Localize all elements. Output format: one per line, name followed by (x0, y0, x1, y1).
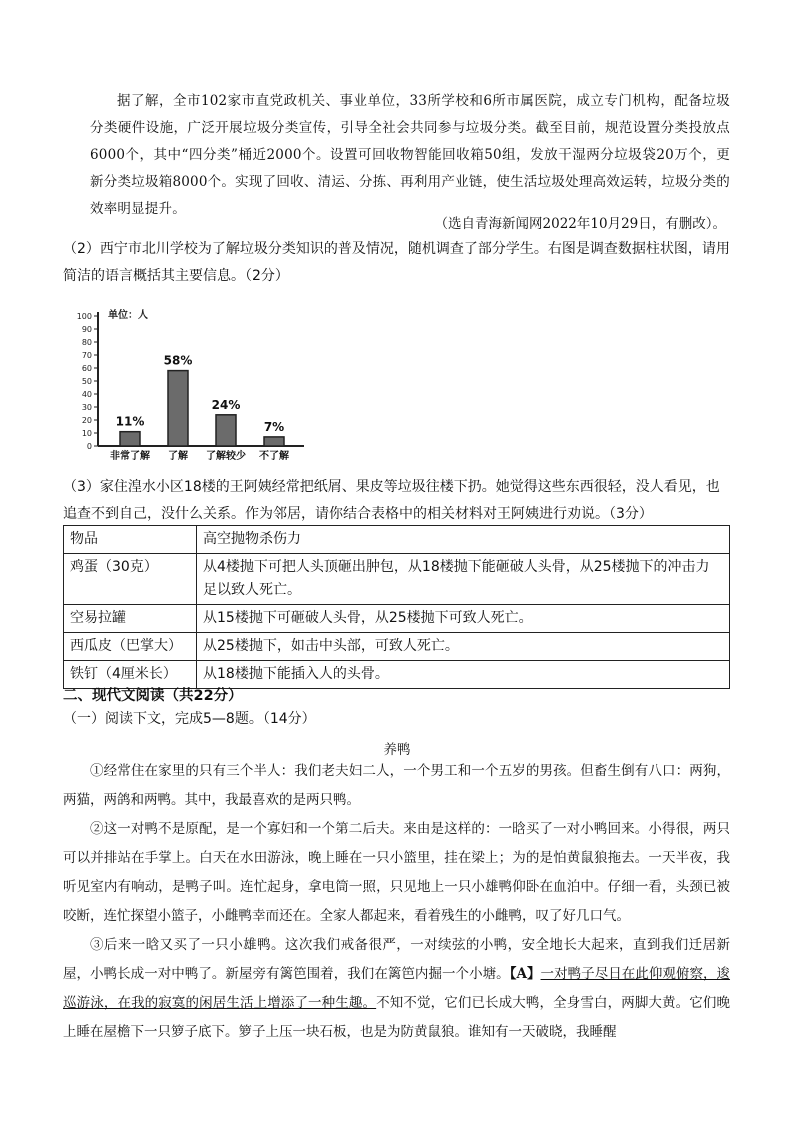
essay-paragraph-1: ①经常住在家里的只有三个半人：我们老夫妇二人，一个男工和一个五岁的男孩。但畜生倒有八口：两狗，两猫，两鸽和两鸭。其中，我最喜欢的是两只鸭。 (63, 763, 730, 808)
row-item: 鸡蛋（30克） (64, 554, 197, 605)
projectile-table (63, 525, 730, 689)
bar-data-label: 11% (115, 414, 145, 429)
header-lethality: 高空抛物杀伤力 (197, 526, 730, 554)
row-lethality: 从18楼抛下能插入人的头骨。 (197, 661, 730, 689)
row-item: 西瓜皮（巴掌大） (64, 633, 197, 661)
essay-paragraph-3 (63, 931, 730, 1047)
y-tick-label: 20 (81, 416, 92, 425)
table-row (64, 554, 730, 605)
row-item: 铁钉（4厘米长） (64, 661, 197, 689)
y-tick-label: 30 (81, 403, 92, 412)
y-tick-label: 80 (81, 338, 92, 347)
para3-text-before: ③后来一晗又买了一只小雄鸭。这次我们戒备很严，一对续弦的小鸭，安全地长大起来，直到我们迁居新屋，小鸭长成一对中鸭了。新屋旁有篱笆围着，我们在篱笆内掘一个小塘。 (63, 937, 730, 982)
y-tick-label: 40 (81, 390, 92, 399)
row-lethality: 从25楼抛下，如击中头部，可致人死亡。 (197, 633, 730, 661)
y-tick-label: 0 (86, 442, 92, 451)
marker-a: 【A】 (509, 966, 541, 982)
y-tick-label: 70 (81, 351, 92, 360)
category-label: 了解较少 (206, 451, 246, 462)
essay-paragraph-2: ②这一对鸭不是原配，是一个寡妇和一个第二后夫。来由是这样的：一晗买了一对小鸭回来。小得很，两只可以并排站在手掌上。白天在水田游泳，晚上睡在一只小篮里，挂在梁上；为的是怕黄鼠狼拖去。一天半夜，我听见室内有响动，是鸭子叫。连忙起身，拿电筒一照，只见地上一只小雄鸭仰卧在血泊中。仔细一看，头颈已被咬断，连忙探望小篮子，小雌鸭幸而还在。全家人都起来，看着残生的小雌鸭，叹了好几口气。 (63, 821, 730, 924)
source-note: （选自青海新闻网2022年10月29日，有删改）。 (434, 216, 726, 232)
bar-chart (58, 300, 310, 468)
table-row (64, 605, 730, 633)
category-label: 不了解 (259, 451, 289, 462)
subsection-instruction: （一）阅读下文，完成5—8题。（14分） (63, 711, 316, 727)
category-label: 非常了解 (110, 451, 150, 462)
bar (168, 371, 188, 446)
y-tick-label: 50 (81, 377, 92, 386)
bar (264, 437, 284, 446)
y-tick-label: 100 (76, 312, 92, 321)
question-3: （3）家住湟水小区18楼的王阿姨经常把纸屑、果皮等垃圾往楼下扔。她觉得这些东西很轻，没人看见，也追查不到自己，没什么关系。作为邻居，请你结合表格中的相关材料对王阿姨进行劝说。（3分） (63, 479, 720, 522)
row-item: 空易拉罐 (64, 605, 197, 633)
y-tick-label: 60 (81, 364, 92, 373)
y-ticks (77, 312, 98, 451)
section-heading: 二、现代文阅读（共22分） (63, 688, 243, 704)
bar-data-label: 24% (211, 397, 241, 412)
category-label: 了解 (168, 451, 188, 462)
intro-paragraph: 据了解，全市102家市直党政机关、事业单位，33所学校和6所市属医院，成立专门机构，配备垃圾分类硬件设施，广泛开展垃圾分类宣传，引导全社会共同参与垃圾分类。截至目前，规范设置分类投放点6000个，其中“四分类”桶近2000个。设置可回收物智能回收箱50组，发放干湿两分垃圾袋20万个，更新分类垃圾箱8000个。实现了回收、清运、分拣、再利用产业链，使生活垃圾处理高效运转，垃圾分类的效率明显提升。 (90, 93, 730, 217)
bar-data-label: 7% (263, 419, 285, 434)
row-lethality: 从4楼抛下可把人头顶砸出肿包，从18楼抛下能砸破人头骨，从25楼抛下的冲击力足以致人死亡。 (197, 554, 730, 605)
y-tick-label: 10 (81, 429, 92, 438)
essay-title: 养鸭 (383, 742, 411, 758)
bar (120, 432, 140, 446)
underlined-sentence: 一对鸭子尽日在此仰观俯察，逡巡游泳，在我的寂寞的闲居生活上增添了一种生趣。 (63, 966, 731, 1011)
para3-text-after: 不知不觉，它们已长成大鸭，全身雪白，两脚大黄。它们晚上睡在屋檐下一只箩子底下。箩子上压一块石板，也是为防黄鼠狼。谁知有一天破晓，我睡醒 (63, 995, 731, 1040)
header-item: 物品 (64, 526, 197, 554)
question-2: （2）西宁市北川学校为了解垃圾分类知识的普及情况，随机调查了部分学生。右图是调查数据柱状图，请用简洁的语言概括其主要信息。（2分） (63, 241, 730, 284)
bar (216, 415, 236, 446)
table-header-row (64, 526, 730, 554)
row-lethality: 从15楼抛下可砸破人头骨，从25楼抛下可致人死亡。 (197, 605, 730, 633)
unit-label: 单位：人 (108, 310, 148, 321)
y-tick-label: 90 (81, 325, 92, 334)
table-row (64, 633, 730, 661)
bar-data-label: 58% (163, 353, 193, 368)
